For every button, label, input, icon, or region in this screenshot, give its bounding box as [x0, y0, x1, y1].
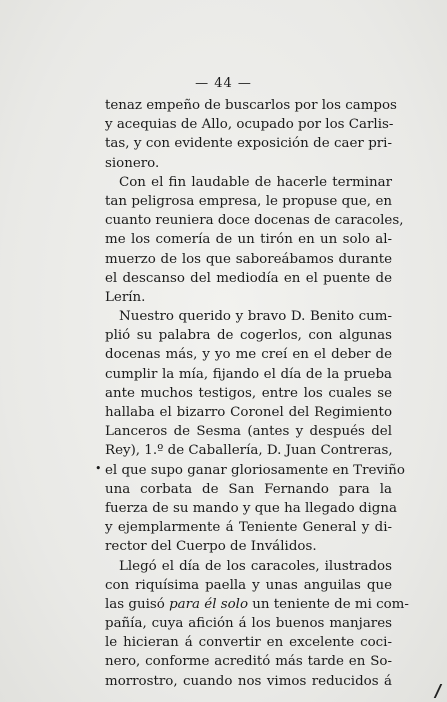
text-line: con riquísima paella y unas anguilas que: [105, 577, 392, 593]
text-line: y acequias de Allo, ocupado por los Carlis-: [105, 117, 394, 133]
margin-mark: •: [95, 462, 102, 475]
text-line: ante muchos testigos, entre los cuales se: [105, 385, 392, 401]
text-line: cuanto reuniera doce docenas de caracoles,: [105, 213, 404, 229]
text-line: Llegó el día de los caracoles, ilustrados: [119, 558, 392, 574]
text-line: nero, conforme acreditó más tarde en So-: [105, 654, 392, 670]
text-line: rector del Cuerpo de Inválidos.: [105, 539, 317, 555]
text-line: tas, y con evidente exposición de caer pri-: [105, 136, 392, 152]
text-line: tenaz empeño de buscarlos por los campos: [105, 98, 397, 113]
text-line: muerzo de los que saboreábamos durante: [105, 251, 392, 267]
italic-text-segment: para él solo: [169, 596, 249, 612]
text-line: Lerín.: [105, 289, 146, 305]
text-line: una corbata de San Fernando para la: [105, 481, 392, 497]
text-line: pañía, cuya afición á los buenos manjares: [105, 616, 392, 632]
text-segment: las guisó: [105, 596, 170, 612]
text-line: le hicieran á convertir en excelente coci-: [105, 635, 392, 651]
corner-ink-mark: [424, 684, 443, 698]
text-line: [105, 595, 409, 614]
text-line: Con el fin laudable de hacerle terminar: [119, 174, 392, 190]
text-line: tan peligrosa empresa, le propuse que, en: [105, 193, 392, 209]
text-line: me los comería de un tirón en un solo al-: [105, 232, 392, 248]
text-line: el que supo ganar gloriosamente en Treviño: [105, 462, 405, 478]
text-line: cumplir la mía, fijando el día de la prueba: [105, 366, 392, 382]
text-line: morrostro, cuando nos vimos reducidos á: [105, 673, 392, 689]
text-line: docenas más, y yo me creí en el deber de: [105, 347, 392, 363]
body-text: [105, 96, 409, 691]
text-line: plió su palabra de cogerlos, con algunas: [105, 328, 392, 344]
text-line: el descanso del mediodía en el puente de: [105, 270, 392, 286]
text-line: Nuestro querido y bravo D. Benito cum-: [119, 309, 392, 325]
text-segment: un teniente de mi com-: [248, 596, 409, 612]
text-line: Lanceros de Sesma (antes y después del: [105, 424, 392, 440]
text-line: sionero.: [105, 155, 160, 171]
text-line: y ejemplarmente á Teniente General y di-: [105, 520, 392, 536]
text-line: fuerza de su mando y que ha llegado digna: [105, 500, 397, 516]
page-number: — 44 —: [195, 76, 252, 91]
text-line: hallaba el bizarro Coronel del Regimiento: [105, 405, 392, 420]
text-line: Rey), 1.º de Caballería, D. Juan Contreras,: [105, 443, 393, 459]
